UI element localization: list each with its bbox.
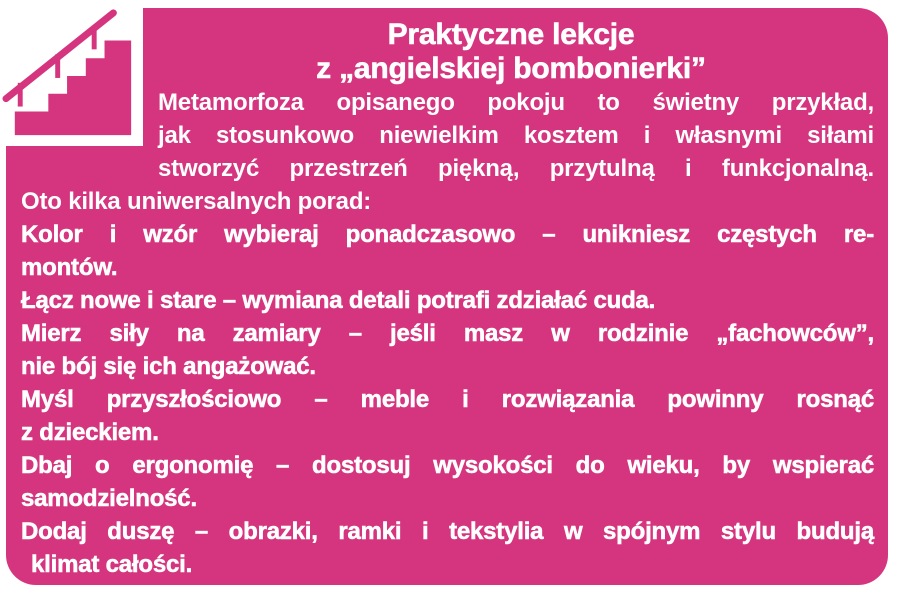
tip-line: montów. <box>21 254 118 281</box>
tip-line: Dbaj o ergonomię – dostosuj wysokości do wieku, by wspierać <box>21 452 874 479</box>
tip-line: nie bój się ich angażować. <box>21 353 316 380</box>
tip-line: klimat całości. <box>31 551 193 578</box>
tips-list <box>21 185 874 581</box>
intro-paragraph <box>158 86 874 185</box>
tip-line: Łącz nowe i stare – wymiana detali potrafi zdziałać cuda. <box>21 287 656 314</box>
card-content <box>6 8 888 585</box>
tip-line: Kolor i wzór wybieraj ponadczasowo – unikniesz częstych re- <box>21 221 874 248</box>
tip-line: samodzielność. <box>21 485 197 512</box>
tip-line: Dodaj duszę – obrazki, ramki i tekstylia w spójnym stylu budują <box>21 518 874 545</box>
title-line-1: Praktyczne lekcje <box>387 18 635 51</box>
tip-line: Myśl przyszłościowo – meble i rozwiązania powinny rosnąć <box>21 386 874 413</box>
intro-line: Metamorfoza opisanego pokoju to świetny przykład, <box>158 89 874 116</box>
tip-line: Oto kilka uniwersalnych porad: <box>21 188 372 215</box>
intro-line: stworzyć przestrzeń piękną, przytulną i funkcjonalną. <box>158 155 874 182</box>
tip-line: z dzieckiem. <box>21 419 159 446</box>
card-title <box>148 18 874 86</box>
tip-line: Mierz siły na zamiary – jeśli masz w rodzinie „fachowców”, <box>21 320 874 347</box>
intro-line: jak stosunkowo niewielkim kosztem i własnymi siłami <box>158 122 874 149</box>
title-line-2: z „angielskiej bombonierki” <box>316 52 706 85</box>
